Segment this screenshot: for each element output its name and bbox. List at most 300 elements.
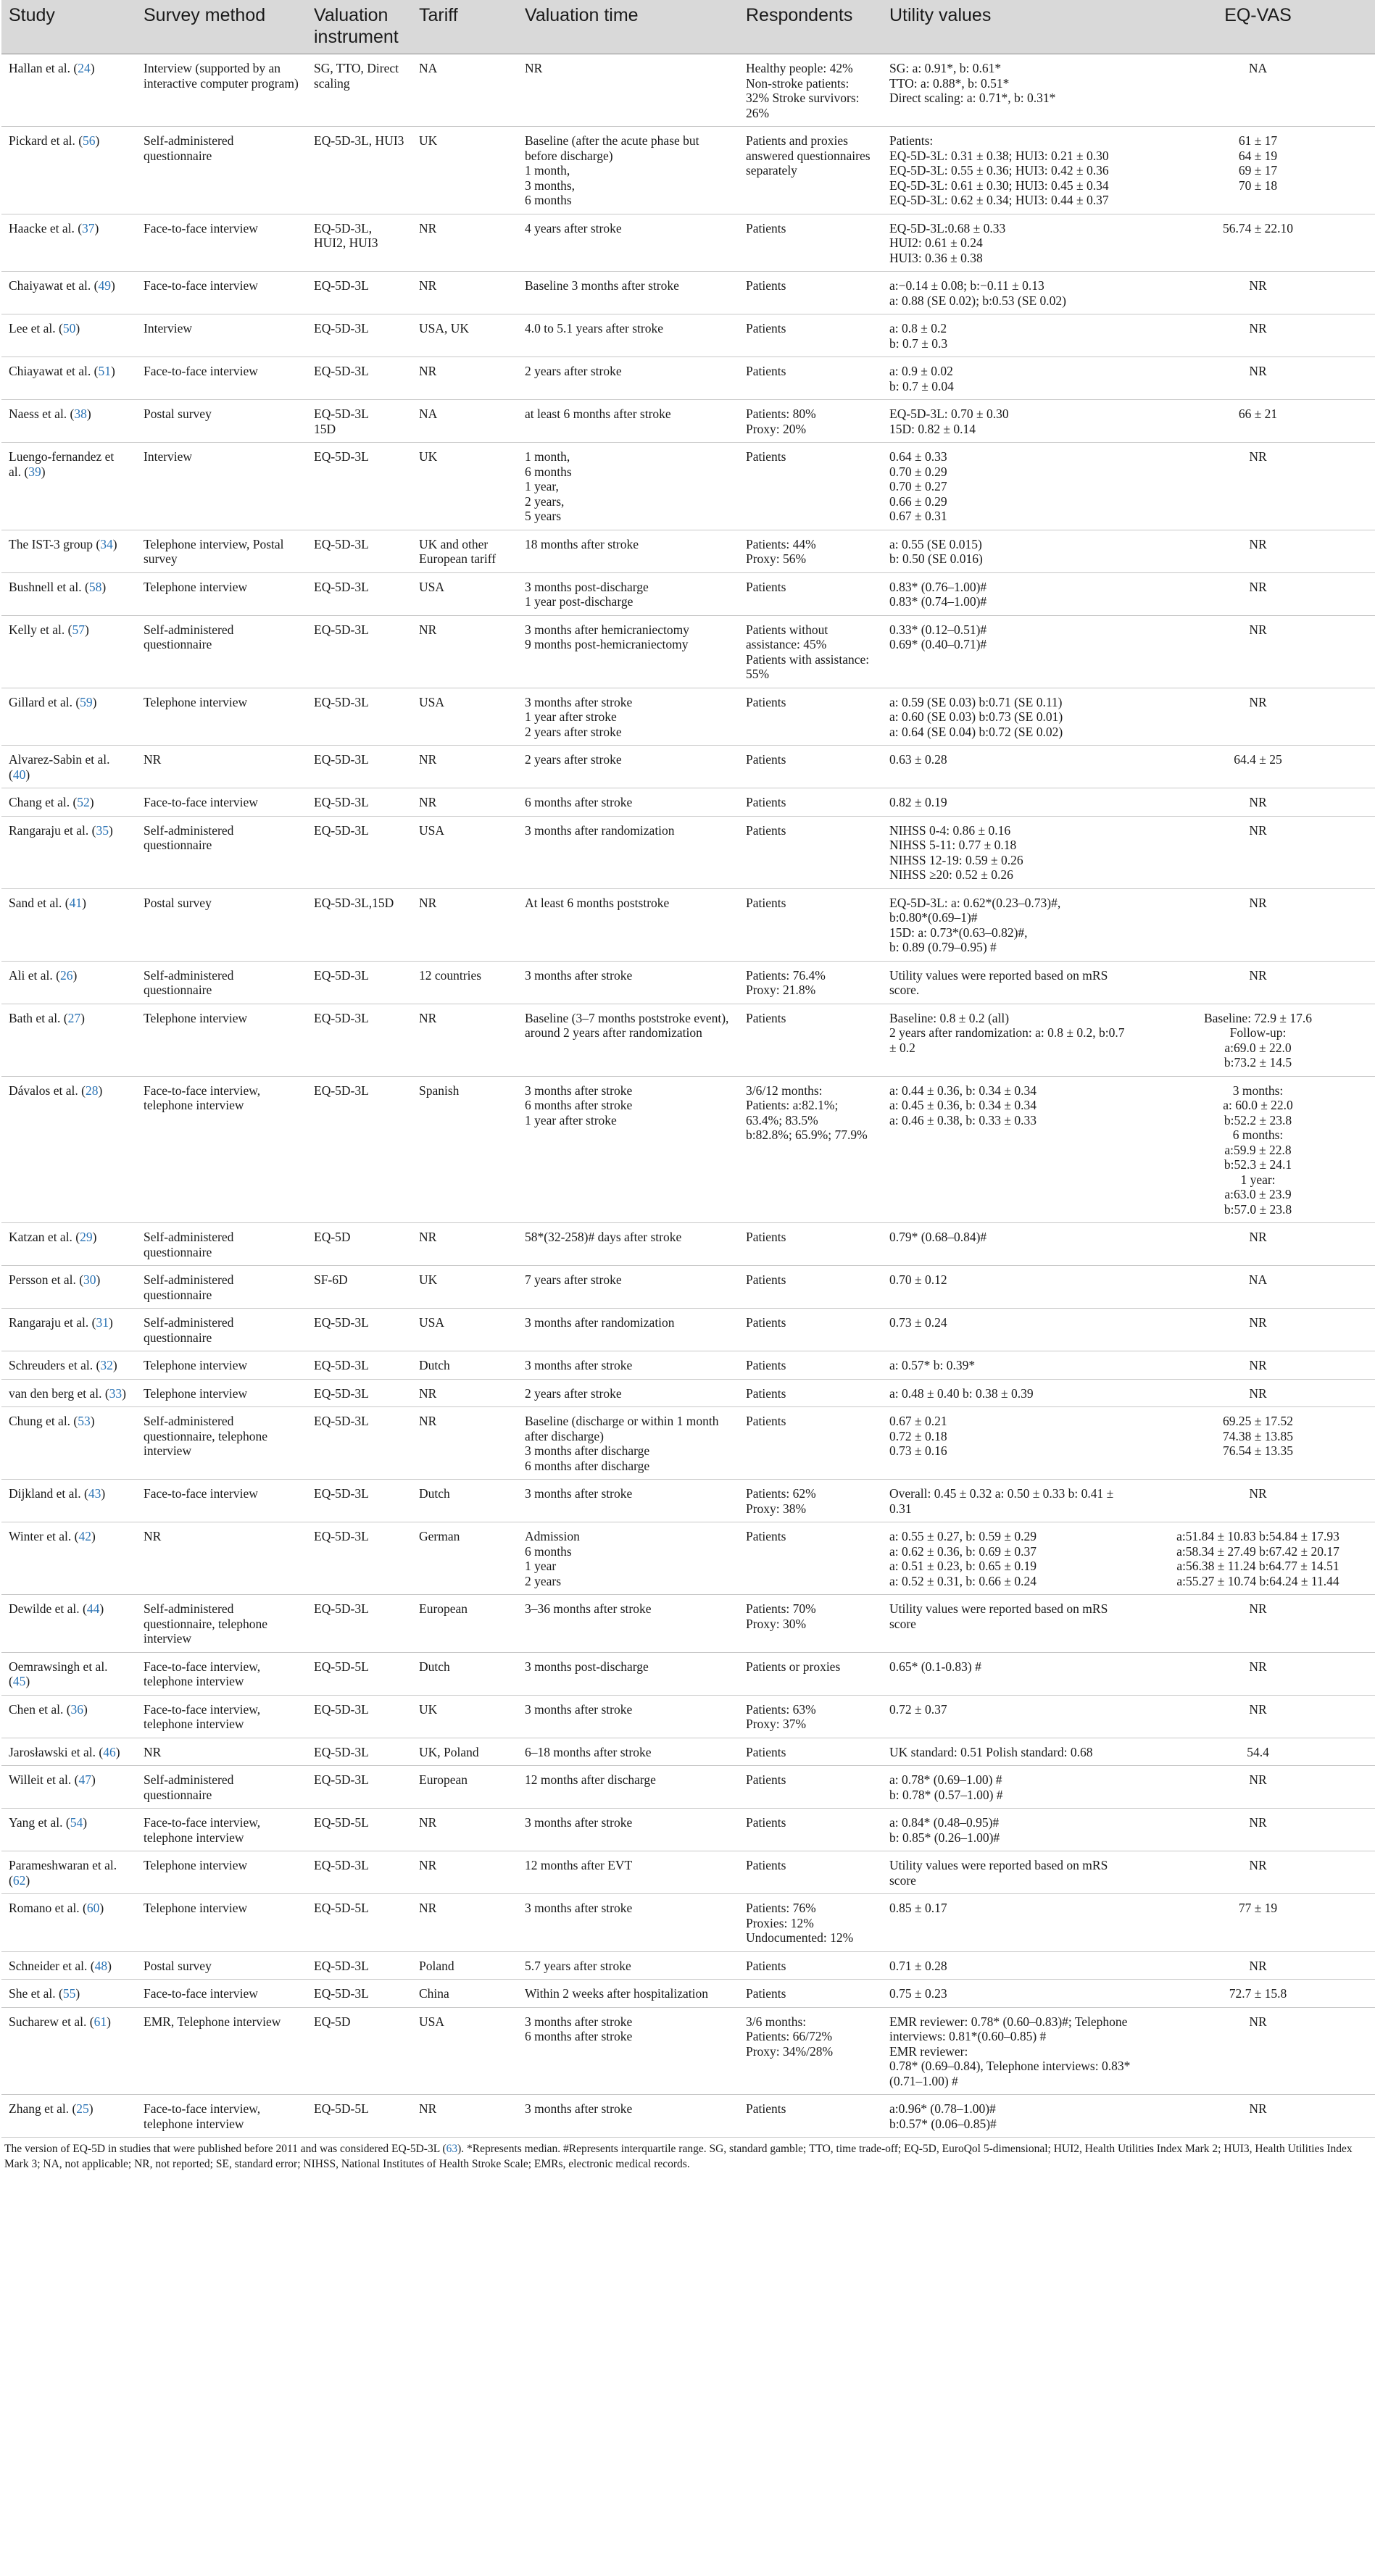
valuation-instrument-cell bbox=[307, 2095, 412, 2138]
survey-method-line: Interview bbox=[144, 321, 193, 335]
utility-values-line: a: 0.55 ± 0.27, b: 0.59 ± 0.29 bbox=[889, 1529, 1037, 1543]
valuation-time-line: 4 years after stroke bbox=[525, 220, 622, 235]
valuation-time-cell bbox=[518, 1522, 739, 1595]
valuation-instrument-cell bbox=[307, 1076, 412, 1223]
utility-values-line: EQ-5D-3L: 0.62 ± 0.34; HUI3: 0.44 ± 0.37 bbox=[889, 193, 1109, 207]
survey-method-line: Self-administered questionnaire bbox=[144, 967, 234, 997]
study-cell bbox=[1, 214, 136, 272]
study-reference-link[interactable]: 28 bbox=[85, 1083, 99, 1098]
survey-method-cell bbox=[136, 214, 307, 272]
study-name: Yang et al. ( bbox=[9, 1815, 70, 1830]
utility-values-cell bbox=[882, 1652, 1141, 1695]
table-row bbox=[1, 443, 1375, 530]
study-reference-link[interactable]: 39 bbox=[28, 464, 41, 479]
survey-method-line: Self-administered questionnaire bbox=[144, 1230, 234, 1259]
eq-vas-cell bbox=[1141, 1407, 1375, 1480]
utility-values-cell bbox=[882, 1004, 1141, 1076]
respondents-cell bbox=[739, 314, 882, 357]
study-reference-link[interactable]: 61 bbox=[94, 2014, 107, 2029]
tariff-line: UK bbox=[419, 133, 438, 148]
valuation-time-cell bbox=[518, 1695, 739, 1738]
survey-method-cell bbox=[136, 746, 307, 788]
study-reference-link[interactable]: 59 bbox=[80, 694, 93, 709]
eq-vas-cell bbox=[1141, 2095, 1375, 2138]
survey-method-line: NR bbox=[144, 1744, 162, 1759]
valuation-time-line: 3 months after stroke bbox=[525, 1486, 633, 1501]
study-reference-link[interactable]: 33 bbox=[109, 1385, 122, 1401]
eq-vas-line: a:59.9 ± 22.8 bbox=[1224, 1142, 1292, 1157]
study-cell bbox=[1, 888, 136, 961]
valuation-instrument-cell bbox=[307, 1309, 412, 1351]
respondents-line: Patients bbox=[746, 220, 786, 235]
study-reference-link[interactable]: 52 bbox=[77, 795, 90, 809]
valuation-time-line: Baseline (discharge or within 1 month after discharge) bbox=[525, 1414, 719, 1443]
valuation-instrument-cell bbox=[307, 2007, 412, 2095]
utility-values-cell bbox=[882, 788, 1141, 817]
study-reference-link[interactable]: 46 bbox=[103, 1744, 116, 1759]
valuation-instrument-line: EQ-5D-3L bbox=[314, 1083, 369, 1098]
eq-vas-cell bbox=[1141, 788, 1375, 817]
survey-method-cell bbox=[136, 888, 307, 961]
study-reference-link[interactable]: 47 bbox=[78, 1772, 91, 1787]
tariff-cell bbox=[412, 54, 518, 127]
utility-values-line: NIHSS 12-19: 0.59 ± 0.26 bbox=[889, 852, 1023, 867]
tariff-line: NR bbox=[419, 1385, 437, 1401]
survey-method-cell bbox=[136, 1004, 307, 1076]
eq-vas-cell bbox=[1141, 2007, 1375, 2095]
study-reference-link[interactable]: 54 bbox=[70, 1815, 83, 1830]
tariff-line: Poland bbox=[419, 1958, 454, 1973]
utility-values-line: EQ-5D-3L: 0.55 ± 0.36; HUI3: 0.42 ± 0.36 bbox=[889, 163, 1109, 178]
study-cell bbox=[1, 1379, 136, 1407]
utility-values-line: 0.72 ± 0.18 bbox=[889, 1428, 947, 1443]
tariff-cell bbox=[412, 746, 518, 788]
study-reference-link[interactable]: 53 bbox=[78, 1414, 91, 1428]
respondents-cell bbox=[739, 816, 882, 888]
tariff-line: USA bbox=[419, 1315, 445, 1330]
survey-method-cell bbox=[136, 1652, 307, 1695]
study-reference-close: ) bbox=[107, 2014, 111, 2029]
valuation-instrument-cell bbox=[307, 688, 412, 746]
eq-vas-line: 64.4 ± 25 bbox=[1234, 752, 1282, 767]
respondents-line: Patients bbox=[746, 364, 786, 378]
study-name: Dewilde et al. ( bbox=[9, 1601, 87, 1616]
survey-method-line: NR bbox=[144, 752, 162, 767]
study-cell bbox=[1, 357, 136, 400]
study-reference-link[interactable]: 26 bbox=[59, 967, 73, 983]
respondents-cell bbox=[739, 1351, 882, 1380]
tariff-cell bbox=[412, 272, 518, 314]
valuation-instrument-cell bbox=[307, 214, 412, 272]
valuation-time-line: Baseline (after the acute phase but before discharge) bbox=[525, 133, 699, 163]
survey-method-cell bbox=[136, 1809, 307, 1851]
eq-vas-line: a:63.0 ± 23.9 bbox=[1224, 1187, 1292, 1201]
eq-vas-line: 74.38 ± 13.85 bbox=[1222, 1428, 1294, 1443]
survey-method-cell bbox=[136, 1894, 307, 1952]
tariff-cell bbox=[412, 357, 518, 400]
study-cell bbox=[1, 127, 136, 214]
respondents-line: Healthy people: 42% Non-stroke patients: 32% Stroke survivors: 26% bbox=[746, 61, 860, 120]
valuation-time-cell bbox=[518, 816, 739, 888]
eq-vas-line: NR bbox=[1249, 1385, 1267, 1401]
respondents-cell bbox=[739, 1595, 882, 1653]
respondents-line: Proxy: 37% bbox=[746, 1717, 807, 1731]
survey-method-line: Face-to-face interview bbox=[144, 220, 258, 235]
study-reference-close: ) bbox=[89, 795, 94, 809]
header-study: Study bbox=[1, 0, 136, 54]
respondents-line: Patients: 80% bbox=[746, 407, 816, 421]
eq-vas-cell bbox=[1141, 1522, 1375, 1595]
utility-values-cell bbox=[882, 530, 1141, 572]
survey-method-line: Self-administered questionnaire bbox=[144, 1272, 234, 1302]
respondents-line: Patients bbox=[746, 1529, 786, 1543]
eq-vas-cell bbox=[1141, 214, 1375, 272]
study-reference-link[interactable]: 45 bbox=[12, 1674, 26, 1688]
tariff-cell bbox=[412, 2095, 518, 2138]
survey-method-line: EMR, Telephone interview bbox=[144, 2014, 281, 2029]
respondents-cell bbox=[739, 961, 882, 1004]
valuation-instrument-cell bbox=[307, 1851, 412, 1894]
utility-values-cell bbox=[882, 1351, 1141, 1380]
utility-values-line: EQ-5D-3L: 0.31 ± 0.38; HUI3: 0.21 ± 0.30 bbox=[889, 148, 1109, 163]
study-cell bbox=[1, 1809, 136, 1851]
utility-values-line: Direct scaling: a: 0.71*, b: 0.31* bbox=[889, 91, 1056, 105]
study-cell bbox=[1, 1004, 136, 1076]
study-reference-link[interactable]: 37 bbox=[82, 220, 95, 235]
study-reference-link[interactable]: 29 bbox=[80, 1230, 93, 1244]
survey-method-cell bbox=[136, 688, 307, 746]
utility-values-line: Utility values were reported based on mRS score bbox=[889, 1601, 1108, 1631]
tariff-cell bbox=[412, 1894, 518, 1952]
table-row bbox=[1, 1309, 1375, 1351]
study-reference-link[interactable]: 51 bbox=[98, 364, 111, 378]
study-reference-link[interactable]: 30 bbox=[83, 1272, 96, 1287]
study-reference-link[interactable]: 31 bbox=[96, 1315, 109, 1330]
valuation-instrument-line: EQ-5D-3L bbox=[314, 1701, 369, 1717]
tariff-line: USA bbox=[419, 822, 445, 838]
respondents-cell bbox=[739, 214, 882, 272]
valuation-instrument-cell bbox=[307, 1695, 412, 1738]
utility-values-cell bbox=[882, 443, 1141, 530]
utility-values-line: EMR reviewer: 0.78* (0.60–0.83)#; Telephone interviews: 0.81*(0.60–0.85) # bbox=[889, 2014, 1128, 2043]
tariff-line: UK, Poland bbox=[419, 1744, 479, 1759]
study-cell bbox=[1, 1738, 136, 1766]
eq-vas-line: NR bbox=[1249, 1772, 1267, 1787]
respondents-cell bbox=[739, 1407, 882, 1480]
valuation-instrument-line: EQ-5D-3L bbox=[314, 694, 369, 709]
study-reference-link[interactable]: 27 bbox=[67, 1010, 81, 1025]
valuation-instrument-line: EQ-5D-3L bbox=[314, 795, 369, 809]
table-row bbox=[1, 1951, 1375, 1980]
valuation-time-line: 3 months after hemicraniectomy bbox=[525, 622, 689, 637]
study-cell bbox=[1, 1522, 136, 1595]
survey-method-cell bbox=[136, 961, 307, 1004]
utility-values-line: HUI3: 0.36 ± 0.38 bbox=[889, 250, 983, 265]
study-reference-link[interactable]: 57 bbox=[72, 622, 85, 637]
tariff-line: 12 countries bbox=[419, 967, 482, 983]
valuation-time-line: 6 months bbox=[525, 193, 572, 207]
respondents-line: Patients or proxies bbox=[746, 1659, 841, 1674]
tariff-cell bbox=[412, 1522, 518, 1595]
eq-vas-line: NR bbox=[1249, 967, 1267, 983]
header-survey-method: Survey method bbox=[136, 0, 307, 54]
eq-vas-cell bbox=[1141, 1766, 1375, 1809]
table-row bbox=[1, 961, 1375, 1004]
study-reference-close: ) bbox=[112, 536, 117, 551]
study-reference-link[interactable]: 24 bbox=[78, 61, 91, 75]
study-name: Kelly et al. ( bbox=[9, 622, 72, 637]
study-reference-link[interactable]: 25 bbox=[76, 2101, 89, 2116]
study-name: Sand et al. ( bbox=[9, 895, 70, 910]
valuation-instrument-line: EQ-5D bbox=[314, 1230, 351, 1244]
utility-values-cell bbox=[882, 357, 1141, 400]
study-reference-link[interactable]: 32 bbox=[100, 1358, 113, 1372]
study-name: Schreuders et al. ( bbox=[9, 1358, 101, 1372]
tariff-cell bbox=[412, 214, 518, 272]
study-reference-link[interactable]: 38 bbox=[74, 407, 87, 421]
valuation-time-cell bbox=[518, 1379, 739, 1407]
valuation-time-line: 2 years, bbox=[525, 493, 565, 509]
respondents-line: Patients bbox=[746, 1986, 786, 2001]
valuation-time-line: 3 months after stroke bbox=[525, 1701, 633, 1717]
study-reference-link[interactable]: 42 bbox=[78, 1529, 91, 1543]
eq-vas-cell bbox=[1141, 888, 1375, 961]
valuation-time-line: Admission bbox=[525, 1529, 580, 1543]
utility-values-line: a: 0.62 ± 0.36, b: 0.69 ± 0.37 bbox=[889, 1543, 1037, 1559]
tariff-line: NA bbox=[419, 407, 438, 421]
utility-values-line: 0.73 ± 0.16 bbox=[889, 1443, 947, 1458]
valuation-time-cell bbox=[518, 127, 739, 214]
respondents-line: Patients: 76% bbox=[746, 1901, 816, 1915]
utility-values-cell bbox=[882, 54, 1141, 127]
tariff-line: USA bbox=[419, 579, 445, 594]
survey-method-cell bbox=[136, 1738, 307, 1766]
study-reference-close: ) bbox=[25, 1872, 30, 1888]
respondents-line: 3/6/12 months: bbox=[746, 1083, 823, 1098]
tariff-cell bbox=[412, 1851, 518, 1894]
eq-vas-cell bbox=[1141, 1951, 1375, 1980]
valuation-instrument-cell bbox=[307, 1595, 412, 1653]
tariff-line: NR bbox=[419, 1230, 437, 1244]
study-reference-close: ) bbox=[110, 364, 115, 378]
valuation-instrument-cell bbox=[307, 572, 412, 615]
study-reference-link[interactable]: 48 bbox=[94, 1958, 108, 1973]
respondents-line: Patients bbox=[746, 1010, 786, 1025]
utility-values-line: 0.66 ± 0.29 bbox=[889, 493, 947, 509]
eq-vas-line: b:52.2 ± 23.8 bbox=[1224, 1112, 1292, 1127]
survey-method-cell bbox=[136, 1695, 307, 1738]
survey-method-line: Face-to-face interview, telephone interview bbox=[144, 1701, 261, 1731]
valuation-time-line: 1 year, bbox=[525, 479, 559, 493]
valuation-time-line: 3 months after stroke bbox=[525, 1083, 633, 1098]
study-reference-link[interactable]: 58 bbox=[88, 579, 102, 594]
table-row bbox=[1, 1980, 1375, 2008]
utility-values-cell bbox=[882, 2007, 1141, 2095]
valuation-instrument-cell bbox=[307, 54, 412, 127]
valuation-time-cell bbox=[518, 1266, 739, 1309]
survey-method-cell bbox=[136, 1379, 307, 1407]
tariff-line: German bbox=[419, 1529, 460, 1543]
eq-vas-cell bbox=[1141, 1379, 1375, 1407]
respondents-line: Patients bbox=[746, 752, 786, 767]
utility-values-line: HUI2: 0.61 ± 0.24 bbox=[889, 235, 983, 250]
valuation-instrument-line: EQ-5D-5L bbox=[314, 2101, 369, 2116]
eq-vas-line: 76.54 ± 13.35 bbox=[1222, 1443, 1294, 1458]
respondents-line: Patients bbox=[746, 1414, 786, 1428]
survey-method-cell bbox=[136, 1351, 307, 1380]
eq-vas-line: 61 ± 17 bbox=[1238, 133, 1278, 148]
utility-values-line: 0.63 ± 0.28 bbox=[889, 752, 947, 767]
valuation-time-line: 3 months after stroke bbox=[525, 694, 633, 709]
valuation-instrument-cell bbox=[307, 746, 412, 788]
valuation-instrument-line: EQ-5D-3L bbox=[314, 1010, 369, 1025]
valuation-instrument-cell bbox=[307, 788, 412, 817]
study-reference-link[interactable]: 36 bbox=[70, 1701, 84, 1717]
study-reference-close: ) bbox=[86, 407, 91, 421]
tariff-cell bbox=[412, 1980, 518, 2008]
utility-values-cell bbox=[882, 1980, 1141, 2008]
utility-values-line: 0.82 ± 0.19 bbox=[889, 795, 947, 809]
valuation-time-line: 6 months after stroke bbox=[525, 2029, 633, 2043]
eq-vas-line: NR bbox=[1249, 1659, 1267, 1674]
utility-values-line: UK standard: 0.51 Polish standard: 0.68 bbox=[889, 1744, 1093, 1759]
utility-values-line: TTO: a: 0.88*, b: 0.51* bbox=[889, 75, 1010, 91]
utility-values-line: EQ-5D-3L:0.68 ± 0.33 bbox=[889, 220, 1006, 235]
study-reference-link[interactable]: 56 bbox=[83, 133, 96, 148]
valuation-instrument-cell bbox=[307, 1809, 412, 1851]
study-name: Persson et al. ( bbox=[9, 1272, 84, 1287]
eq-vas-cell bbox=[1141, 1223, 1375, 1266]
study-reference-link[interactable]: 34 bbox=[100, 536, 113, 551]
utility-values-line: b: 0.89 (0.79–0.95) # bbox=[889, 940, 997, 954]
valuation-time-line: Baseline 3 months after stroke bbox=[525, 278, 679, 293]
respondents-line: Proxy: 30% bbox=[746, 1616, 807, 1631]
valuation-instrument-line: EQ-5D-3L bbox=[314, 1744, 369, 1759]
survey-method-line: Face-to-face interview bbox=[144, 1986, 258, 2001]
valuation-instrument-cell bbox=[307, 816, 412, 888]
utility-values-line: 0.67 ± 0.31 bbox=[889, 509, 947, 523]
survey-method-line: Telephone interview bbox=[144, 1858, 248, 1872]
study-reference-close: ) bbox=[115, 1744, 120, 1759]
tariff-line: NR bbox=[419, 1901, 437, 1915]
table-row bbox=[1, 1379, 1375, 1407]
eq-vas-line: NR bbox=[1249, 364, 1267, 378]
respondents-line: Patients bbox=[746, 449, 786, 464]
table-row bbox=[1, 1076, 1375, 1223]
survey-method-line: Telephone interview bbox=[144, 1010, 248, 1025]
header-valuation-time: Valuation time bbox=[518, 0, 739, 54]
eq-vas-line: a: 60.0 ± 22.0 bbox=[1223, 1098, 1293, 1112]
study-reference-close: ) bbox=[101, 1486, 106, 1501]
table-row bbox=[1, 1522, 1375, 1595]
valuation-time-cell bbox=[518, 54, 739, 127]
study-reference-close: ) bbox=[109, 822, 113, 838]
study-reference-link[interactable]: 41 bbox=[69, 895, 83, 910]
valuation-instrument-line: EQ-5D-5L bbox=[314, 1659, 369, 1674]
utility-values-cell bbox=[882, 688, 1141, 746]
study-name: van den berg et al. ( bbox=[9, 1385, 109, 1401]
study-reference-link[interactable]: 43 bbox=[88, 1486, 101, 1501]
respondents-cell bbox=[739, 1894, 882, 1952]
valuation-instrument-line: 15D bbox=[314, 421, 336, 436]
survey-method-cell bbox=[136, 1522, 307, 1595]
study-name: Ali et al. ( bbox=[9, 967, 60, 983]
respondents-cell bbox=[739, 746, 882, 788]
utility-values-cell bbox=[882, 572, 1141, 615]
study-reference-close: ) bbox=[110, 278, 115, 293]
study-reference-link[interactable]: 49 bbox=[98, 278, 111, 293]
table-row bbox=[1, 1595, 1375, 1653]
survey-method-cell bbox=[136, 357, 307, 400]
valuation-time-cell bbox=[518, 1738, 739, 1766]
tariff-line: NR bbox=[419, 1414, 437, 1428]
respondents-cell bbox=[739, 2007, 882, 2095]
eq-vas-line: NR bbox=[1249, 2014, 1267, 2029]
utility-values-line: a: 0.8 ± 0.2 bbox=[889, 321, 947, 335]
study-name: Chung et al. ( bbox=[9, 1414, 78, 1428]
valuation-time-line: 6 months after stroke bbox=[525, 795, 633, 809]
table-row bbox=[1, 1851, 1375, 1894]
survey-method-cell bbox=[136, 1980, 307, 2008]
respondents-line: Patients bbox=[746, 1858, 786, 1872]
eq-vas-cell bbox=[1141, 1076, 1375, 1223]
eq-vas-line: NA bbox=[1248, 61, 1268, 75]
valuation-instrument-cell bbox=[307, 615, 412, 688]
respondents-cell bbox=[739, 1809, 882, 1851]
valuation-time-line: 58*(32-258)# days after stroke bbox=[525, 1230, 682, 1244]
tariff-line: USA, UK bbox=[419, 321, 470, 335]
valuation-time-line: at least 6 months after stroke bbox=[525, 407, 671, 421]
valuation-time-line: Baseline (3–7 months poststroke event), around 2 years after randomization bbox=[525, 1010, 729, 1040]
valuation-time-line: 1 year after stroke bbox=[525, 1112, 617, 1127]
study-cell bbox=[1, 1266, 136, 1309]
study-reference-link[interactable]: 40 bbox=[12, 767, 26, 782]
study-reference-link[interactable]: 55 bbox=[62, 1986, 76, 2001]
study-name: Parameshwaran et al. ( bbox=[9, 1858, 117, 1888]
utility-values-line: 0.69* (0.40–0.71)# bbox=[889, 637, 987, 651]
study-reference-close: ) bbox=[94, 220, 99, 235]
utility-values-line: EQ-5D-3L: a: 0.62*(0.23–0.73)#, bbox=[889, 895, 1061, 910]
study-reference-link[interactable]: 60 bbox=[86, 1901, 100, 1915]
header-utility-values: Utility values bbox=[882, 0, 1141, 54]
valuation-time-cell bbox=[518, 1894, 739, 1952]
table-row bbox=[1, 1407, 1375, 1480]
respondents-line: Patients bbox=[746, 1744, 786, 1759]
valuation-instrument-cell bbox=[307, 1766, 412, 1809]
table-row bbox=[1, 888, 1375, 961]
footnote-reference-link[interactable]: 63 bbox=[446, 2143, 458, 2155]
study-reference-link[interactable]: 35 bbox=[96, 822, 109, 838]
tariff-line: NR bbox=[419, 752, 437, 767]
survey-method-line: Face-to-face interview bbox=[144, 278, 258, 293]
study-cell bbox=[1, 2007, 136, 2095]
tariff-cell bbox=[412, 888, 518, 961]
utility-values-line: 0.72 ± 0.37 bbox=[889, 1701, 947, 1717]
survey-method-cell bbox=[136, 788, 307, 817]
respondents-line: Patients bbox=[746, 579, 786, 594]
study-reference-link[interactable]: 62 bbox=[12, 1872, 26, 1888]
study-reference-link[interactable]: 44 bbox=[86, 1601, 100, 1616]
study-reference-link[interactable]: 50 bbox=[62, 321, 76, 335]
valuation-time-line: At least 6 months poststroke bbox=[525, 895, 670, 910]
eq-vas-line: a:55.27 ± 10.74 b:64.24 ± 11.44 bbox=[1176, 1573, 1339, 1588]
table-row bbox=[1, 127, 1375, 214]
respondents-cell bbox=[739, 127, 882, 214]
utility-values-line: a: 0.84* (0.48–0.95)# bbox=[889, 1815, 1000, 1830]
survey-method-line: Postal survey bbox=[144, 407, 212, 421]
study-reference-close: ) bbox=[90, 61, 95, 75]
study-cell bbox=[1, 615, 136, 688]
